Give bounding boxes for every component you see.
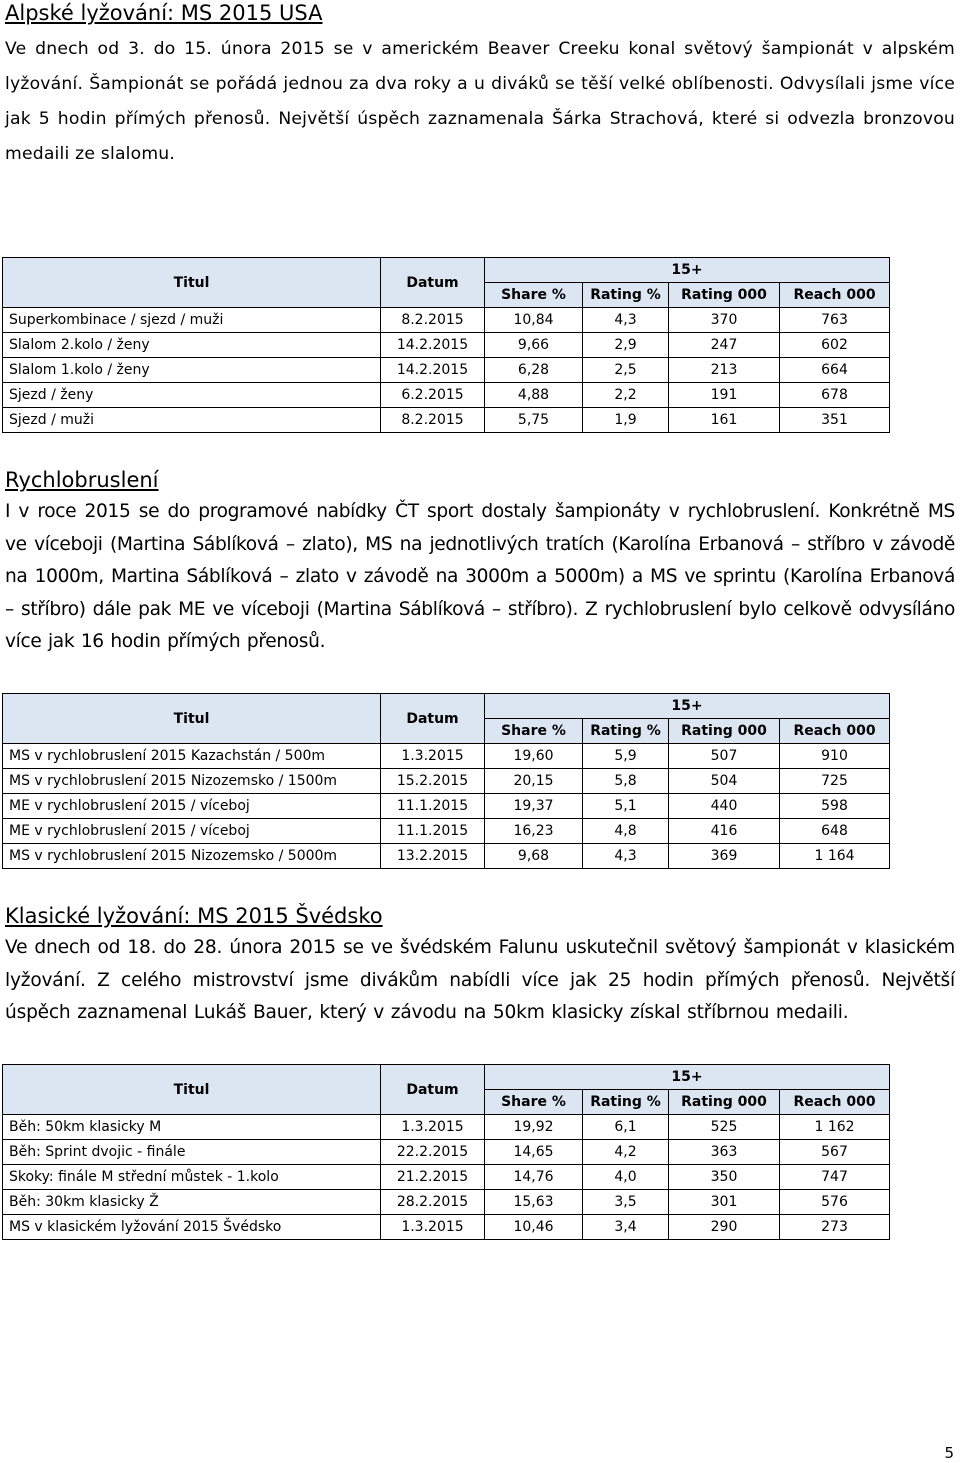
table-row [3, 1165, 890, 1190]
col-header-datum: Datum [381, 1065, 485, 1115]
date-cell: 11.1.2015 [381, 794, 485, 819]
rating-pct-cell: 3,5 [583, 1190, 669, 1215]
col-header-rating-pct: Rating % [583, 283, 669, 308]
section-heading-alpine: Alpské lyžování: MS 2015 USA [5, 1, 323, 25]
share-cell: 10,46 [485, 1215, 583, 1240]
rating-000-cell: 191 [669, 383, 780, 408]
header-row [3, 1065, 890, 1090]
title-cell: Slalom 2.kolo / ženy [3, 333, 381, 358]
table-row [3, 1215, 890, 1240]
col-header-audience-group: 15+ [485, 1065, 890, 1090]
title-cell: MS v rychlobruslení 2015 Nizozemsko / 1500m [3, 769, 381, 794]
header-row [3, 694, 890, 719]
share-cell: 6,28 [485, 358, 583, 383]
table-row [3, 794, 890, 819]
col-header-titul: Titul [3, 1065, 381, 1115]
section-heading-nordic: Klasické lyžování: MS 2015 Švédsko [5, 904, 383, 928]
ratings-table-speed-skating [2, 693, 890, 869]
table-row [3, 333, 890, 358]
date-cell: 11.1.2015 [381, 819, 485, 844]
table-row [3, 844, 890, 869]
rating-000-cell: 369 [669, 844, 780, 869]
title-cell: MS v rychlobruslení 2015 Nizozemsko / 5000m [3, 844, 381, 869]
reach-000-cell: 763 [780, 308, 890, 333]
reach-000-cell: 576 [780, 1190, 890, 1215]
table-row [3, 408, 890, 433]
date-cell: 1.3.2015 [381, 1215, 485, 1240]
section-paragraph-speed-skating: I v roce 2015 se do programové nabídky ČT sport dostaly šampionáty v rychlobruslení. Konkrétně MS ve víceboji (Martina Sáblíková – zlato), MS na jednotlivých tratích (Karolína Erbanová – stříbro v závodě na 1000m, Martina Sáblíková – zlato v závodě na 3000m a 5000m) a MS ve sprintu (Karolína Erbanová – stříbro) dále pak ME ve víceboji (Martina Sáblíková – stříbro). Z rychlobruslení bylo celkově odvysíláno více jak 16 hodin přímých přenosů. [5, 501, 955, 652]
title-cell: Běh: 50km klasicky M [3, 1115, 381, 1140]
date-cell: 14.2.2015 [381, 358, 485, 383]
reach-000-cell: 273 [780, 1215, 890, 1240]
reach-000-cell: 725 [780, 769, 890, 794]
rating-000-cell: 290 [669, 1215, 780, 1240]
share-cell: 5,75 [485, 408, 583, 433]
reach-000-cell: 747 [780, 1165, 890, 1190]
title-cell: Skoky: finále M střední můstek - 1.kolo [3, 1165, 381, 1190]
rating-pct-cell: 4,0 [583, 1165, 669, 1190]
reach-000-cell: 1 164 [780, 844, 890, 869]
reach-000-cell: 351 [780, 408, 890, 433]
col-header-audience-group: 15+ [485, 694, 890, 719]
col-header-audience-group: 15+ [485, 258, 890, 283]
col-header-reach-000: Reach 000 [780, 719, 890, 744]
col-header-share: Share % [485, 1090, 583, 1115]
share-cell: 19,92 [485, 1115, 583, 1140]
table-row [3, 383, 890, 408]
rating-000-cell: 525 [669, 1115, 780, 1140]
table-row [3, 769, 890, 794]
section-paragraph-nordic: Ve dnech od 18. do 28. února 2015 se ve švédském Falunu uskutečnil světový šampionát v klasickém lyžování. Z celého mistrovství jsme divákům nabídli více jak 25 hodin přímých přenosů. Největší úspěch zaznamenal Lukáš Bauer, který v závodu na 50km klasicky získal stříbrnou medaili. [5, 937, 955, 1023]
share-cell: 19,60 [485, 744, 583, 769]
rating-000-cell: 507 [669, 744, 780, 769]
rating-000-cell: 363 [669, 1140, 780, 1165]
reach-000-cell: 910 [780, 744, 890, 769]
rating-000-cell: 350 [669, 1165, 780, 1190]
rating-000-cell: 440 [669, 794, 780, 819]
table-row [3, 744, 890, 769]
share-cell: 4,88 [485, 383, 583, 408]
date-cell: 8.2.2015 [381, 408, 485, 433]
col-header-datum: Datum [381, 258, 485, 308]
date-cell: 21.2.2015 [381, 1165, 485, 1190]
rating-pct-cell: 4,8 [583, 819, 669, 844]
share-cell: 9,66 [485, 333, 583, 358]
rating-000-cell: 370 [669, 308, 780, 333]
rating-pct-cell: 2,9 [583, 333, 669, 358]
date-cell: 1.3.2015 [381, 744, 485, 769]
title-cell: Sjezd / muži [3, 408, 381, 433]
title-cell: Běh: Sprint dvojic - finále [3, 1140, 381, 1165]
ratings-table-nordic [2, 1064, 890, 1240]
rating-pct-cell: 4,2 [583, 1140, 669, 1165]
section-paragraph-alpine: Ve dnech od 3. do 15. února 2015 se v americkém Beaver Creeku konal světový šampionát v alpském lyžování. Šampionát se pořádá jednou za dva roky a u diváků se těší velké oblíbenosti. Odvysílali jsme více jak 5 hodin přímých přenosů. Největší úspěch zaznamenala Šárka Strachová, které si odvezla bronzovou medaili ze slalomu. [5, 39, 955, 164]
date-cell: 13.2.2015 [381, 844, 485, 869]
title-cell: Běh: 30km klasicky Ž [3, 1190, 381, 1215]
rating-000-cell: 161 [669, 408, 780, 433]
rating-000-cell: 416 [669, 819, 780, 844]
col-header-reach-000: Reach 000 [780, 1090, 890, 1115]
rating-pct-cell: 2,5 [583, 358, 669, 383]
date-cell: 6.2.2015 [381, 383, 485, 408]
title-cell: ME v rychlobruslení 2015 / víceboj [3, 794, 381, 819]
title-cell: Superkombinace / sjezd / muži [3, 308, 381, 333]
rating-000-cell: 213 [669, 358, 780, 383]
reach-000-cell: 567 [780, 1140, 890, 1165]
date-cell: 28.2.2015 [381, 1190, 485, 1215]
rating-000-cell: 247 [669, 333, 780, 358]
rating-pct-cell: 2,2 [583, 383, 669, 408]
rating-pct-cell: 5,1 [583, 794, 669, 819]
col-header-share: Share % [485, 283, 583, 308]
table-row [3, 1190, 890, 1215]
reach-000-cell: 598 [780, 794, 890, 819]
share-cell: 20,15 [485, 769, 583, 794]
title-cell: ME v rychlobruslení 2015 / víceboj [3, 819, 381, 844]
rating-pct-cell: 4,3 [583, 308, 669, 333]
table-row [3, 308, 890, 333]
title-cell: MS v klasickém lyžování 2015 Švédsko [3, 1215, 381, 1240]
reach-000-cell: 1 162 [780, 1115, 890, 1140]
date-cell: 1.3.2015 [381, 1115, 485, 1140]
title-cell: MS v rychlobruslení 2015 Kazachstán / 500m [3, 744, 381, 769]
reach-000-cell: 678 [780, 383, 890, 408]
col-header-rating-000: Rating 000 [669, 1090, 780, 1115]
page-number: 5 [944, 1444, 954, 1462]
share-cell: 14,76 [485, 1165, 583, 1190]
date-cell: 8.2.2015 [381, 308, 485, 333]
reach-000-cell: 648 [780, 819, 890, 844]
reach-000-cell: 602 [780, 333, 890, 358]
rating-pct-cell: 4,3 [583, 844, 669, 869]
col-header-datum: Datum [381, 694, 485, 744]
table-row [3, 358, 890, 383]
share-cell: 15,63 [485, 1190, 583, 1215]
table-row [3, 819, 890, 844]
col-header-rating-pct: Rating % [583, 1090, 669, 1115]
date-cell: 15.2.2015 [381, 769, 485, 794]
share-cell: 9,68 [485, 844, 583, 869]
col-header-titul: Titul [3, 258, 381, 308]
section-heading-speed-skating: Rychlobruslení [5, 468, 159, 492]
rating-pct-cell: 3,4 [583, 1215, 669, 1240]
col-header-rating-000: Rating 000 [669, 719, 780, 744]
rating-000-cell: 504 [669, 769, 780, 794]
share-cell: 19,37 [485, 794, 583, 819]
share-cell: 10,84 [485, 308, 583, 333]
rating-000-cell: 301 [669, 1190, 780, 1215]
rating-pct-cell: 5,9 [583, 744, 669, 769]
title-cell: Sjezd / ženy [3, 383, 381, 408]
table-row [3, 1115, 890, 1140]
table-row [3, 1140, 890, 1165]
col-header-rating-pct: Rating % [583, 719, 669, 744]
rating-pct-cell: 5,8 [583, 769, 669, 794]
header-row [3, 258, 890, 283]
col-header-reach-000: Reach 000 [780, 283, 890, 308]
title-cell: Slalom 1.kolo / ženy [3, 358, 381, 383]
reach-000-cell: 664 [780, 358, 890, 383]
date-cell: 22.2.2015 [381, 1140, 485, 1165]
rating-pct-cell: 6,1 [583, 1115, 669, 1140]
col-header-titul: Titul [3, 694, 381, 744]
col-header-share: Share % [485, 719, 583, 744]
ratings-table-alpine [2, 257, 890, 433]
date-cell: 14.2.2015 [381, 333, 485, 358]
share-cell: 14,65 [485, 1140, 583, 1165]
col-header-rating-000: Rating 000 [669, 283, 780, 308]
share-cell: 16,23 [485, 819, 583, 844]
rating-pct-cell: 1,9 [583, 408, 669, 433]
